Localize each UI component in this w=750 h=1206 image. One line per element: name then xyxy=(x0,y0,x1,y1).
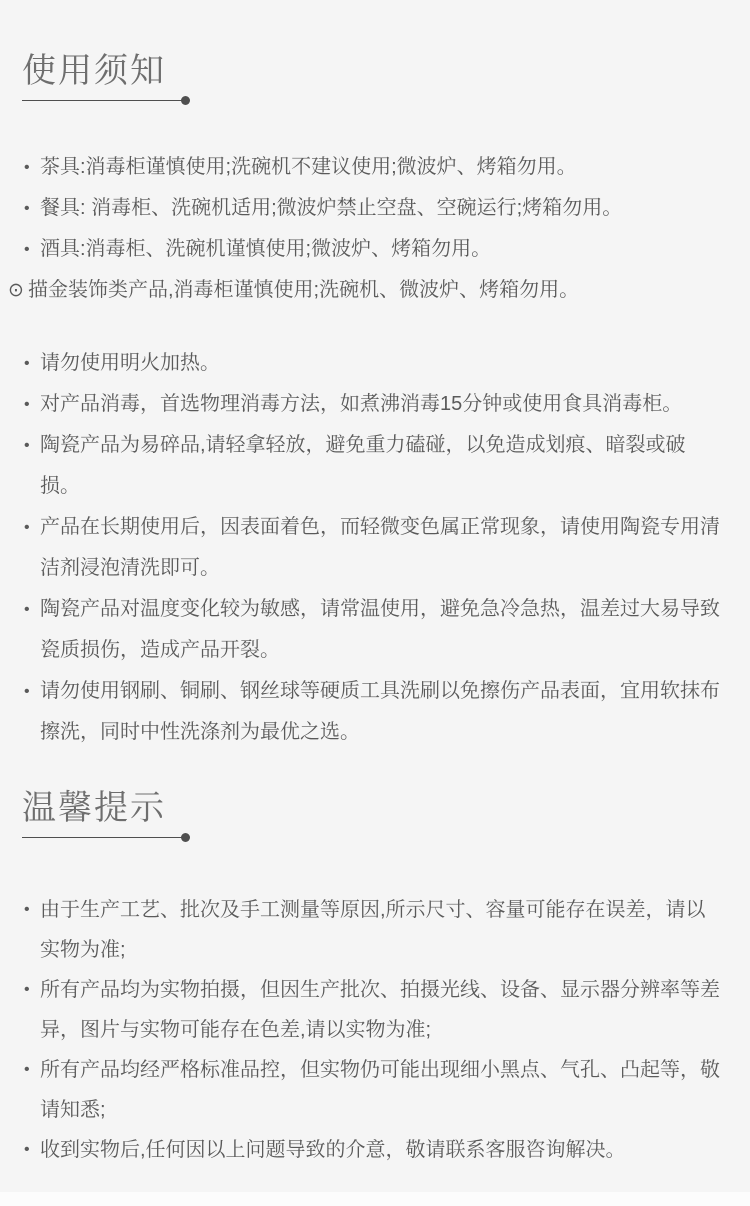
usage-category-item-text: 酒具:消毒柜、洗碗机谨慎使用;微波炉、烤箱勿用。 xyxy=(40,238,492,260)
usage-category-item-text: 茶具:消毒柜谨慎使用;洗碗机不建议使用;微波炉、烤箱勿用。 xyxy=(40,156,577,178)
tips-list xyxy=(22,890,722,1170)
tips-item-text: 所有产品均为实物拍摄，但因生产批次、拍摄光线、设备、显示器分辨率等差异，图片与实物可能存在色差,请以实物为准; xyxy=(40,979,720,1041)
usage-general-item-text: 对产品消毒，首选物理消毒方法，如煮沸消毒15分钟或使用食具消毒柜。 xyxy=(40,393,683,415)
usage-general-item xyxy=(22,343,722,384)
tips-title-underline xyxy=(22,837,186,838)
bullet-icon: • xyxy=(24,241,30,258)
footer-strip xyxy=(0,1192,750,1206)
tips-item-text: 由于生产工艺、批次及手工测量等原因,所示尺寸、容量可能存在误差，请以实物为准; xyxy=(40,899,706,961)
circled-dot-icon: ⊙ xyxy=(8,280,24,301)
tips-item xyxy=(22,890,722,970)
usage-general-item xyxy=(22,384,722,425)
bullet-icon: • xyxy=(24,437,30,454)
usage-general-item xyxy=(22,425,722,507)
tips-item xyxy=(22,1050,722,1130)
bullet-icon: • xyxy=(24,601,30,618)
bullet-icon: • xyxy=(24,1061,30,1078)
usage-general-item-text: 陶瓷产品为易碎品,请轻拿轻放，避免重力磕碰，以免造成划痕、暗裂或破损。 xyxy=(40,434,686,497)
usage-general-item-text: 请勿使用钢刷、铜刷、钢丝球等硬质工具洗刷以免擦伤产品表面，宜用软抹布擦洗，同时中性洗涤剂为最优之选。 xyxy=(40,680,720,743)
bullet-icon: • xyxy=(24,1141,30,1158)
usage-general-item-text: 请勿使用明火加热。 xyxy=(40,352,220,374)
underline-end-dot xyxy=(181,96,190,105)
usage-general-item-text: 产品在长期使用后，因表面着色，而轻微变色属正常现象，请使用陶瓷专用清洁剂浸泡清洗即可。 xyxy=(40,516,720,579)
tips-section xyxy=(22,789,722,1170)
tips-section-title: 温馨提示 xyxy=(22,789,166,827)
bullet-icon: • xyxy=(24,981,30,998)
tips-item xyxy=(22,1130,722,1170)
usage-title-underline xyxy=(22,100,186,101)
bullet-icon: • xyxy=(24,519,30,536)
underline-end-dot xyxy=(181,833,190,842)
usage-general-item xyxy=(22,507,722,589)
bullet-icon: • xyxy=(24,683,30,700)
usage-category-item xyxy=(22,147,722,188)
bullet-icon: • xyxy=(24,355,30,372)
usage-gilded-item-text: 描金装饰类产品,消毒柜谨慎使用;洗碗机、微波炉、烤箱勿用。 xyxy=(28,279,580,301)
usage-general-item xyxy=(22,671,722,753)
usage-category-item xyxy=(22,188,722,229)
usage-general-item xyxy=(22,589,722,671)
bullet-icon: • xyxy=(24,159,30,176)
tips-item-text: 收到实物后,任何因以上问题导致的介意，敬请联系客服咨询解决。 xyxy=(40,1139,626,1161)
bullet-icon: • xyxy=(24,901,30,918)
usage-section-title: 使用须知 xyxy=(22,52,166,90)
usage-category-item-text: 餐具: 消毒柜、洗碗机适用;微波炉禁止空盘、空碗运行;烤箱勿用。 xyxy=(40,197,623,219)
bullet-icon: • xyxy=(24,396,30,413)
usage-section xyxy=(8,0,722,753)
usage-gilded-item xyxy=(8,270,722,311)
tips-item-text: 所有产品均经严格标准品控，但实物仍可能出现细小黑点、气孔、凸起等，敬请知悉; xyxy=(40,1059,720,1121)
usage-general-list xyxy=(22,343,722,753)
usage-category-list xyxy=(22,147,722,270)
usage-general-item-text: 陶瓷产品对温度变化较为敏感，请常温使用，避免急冷急热，温差过大易导致瓷质损伤，造成产品开裂。 xyxy=(40,598,720,661)
usage-category-item xyxy=(22,229,722,270)
tips-item xyxy=(22,970,722,1050)
bullet-icon: • xyxy=(24,200,30,217)
